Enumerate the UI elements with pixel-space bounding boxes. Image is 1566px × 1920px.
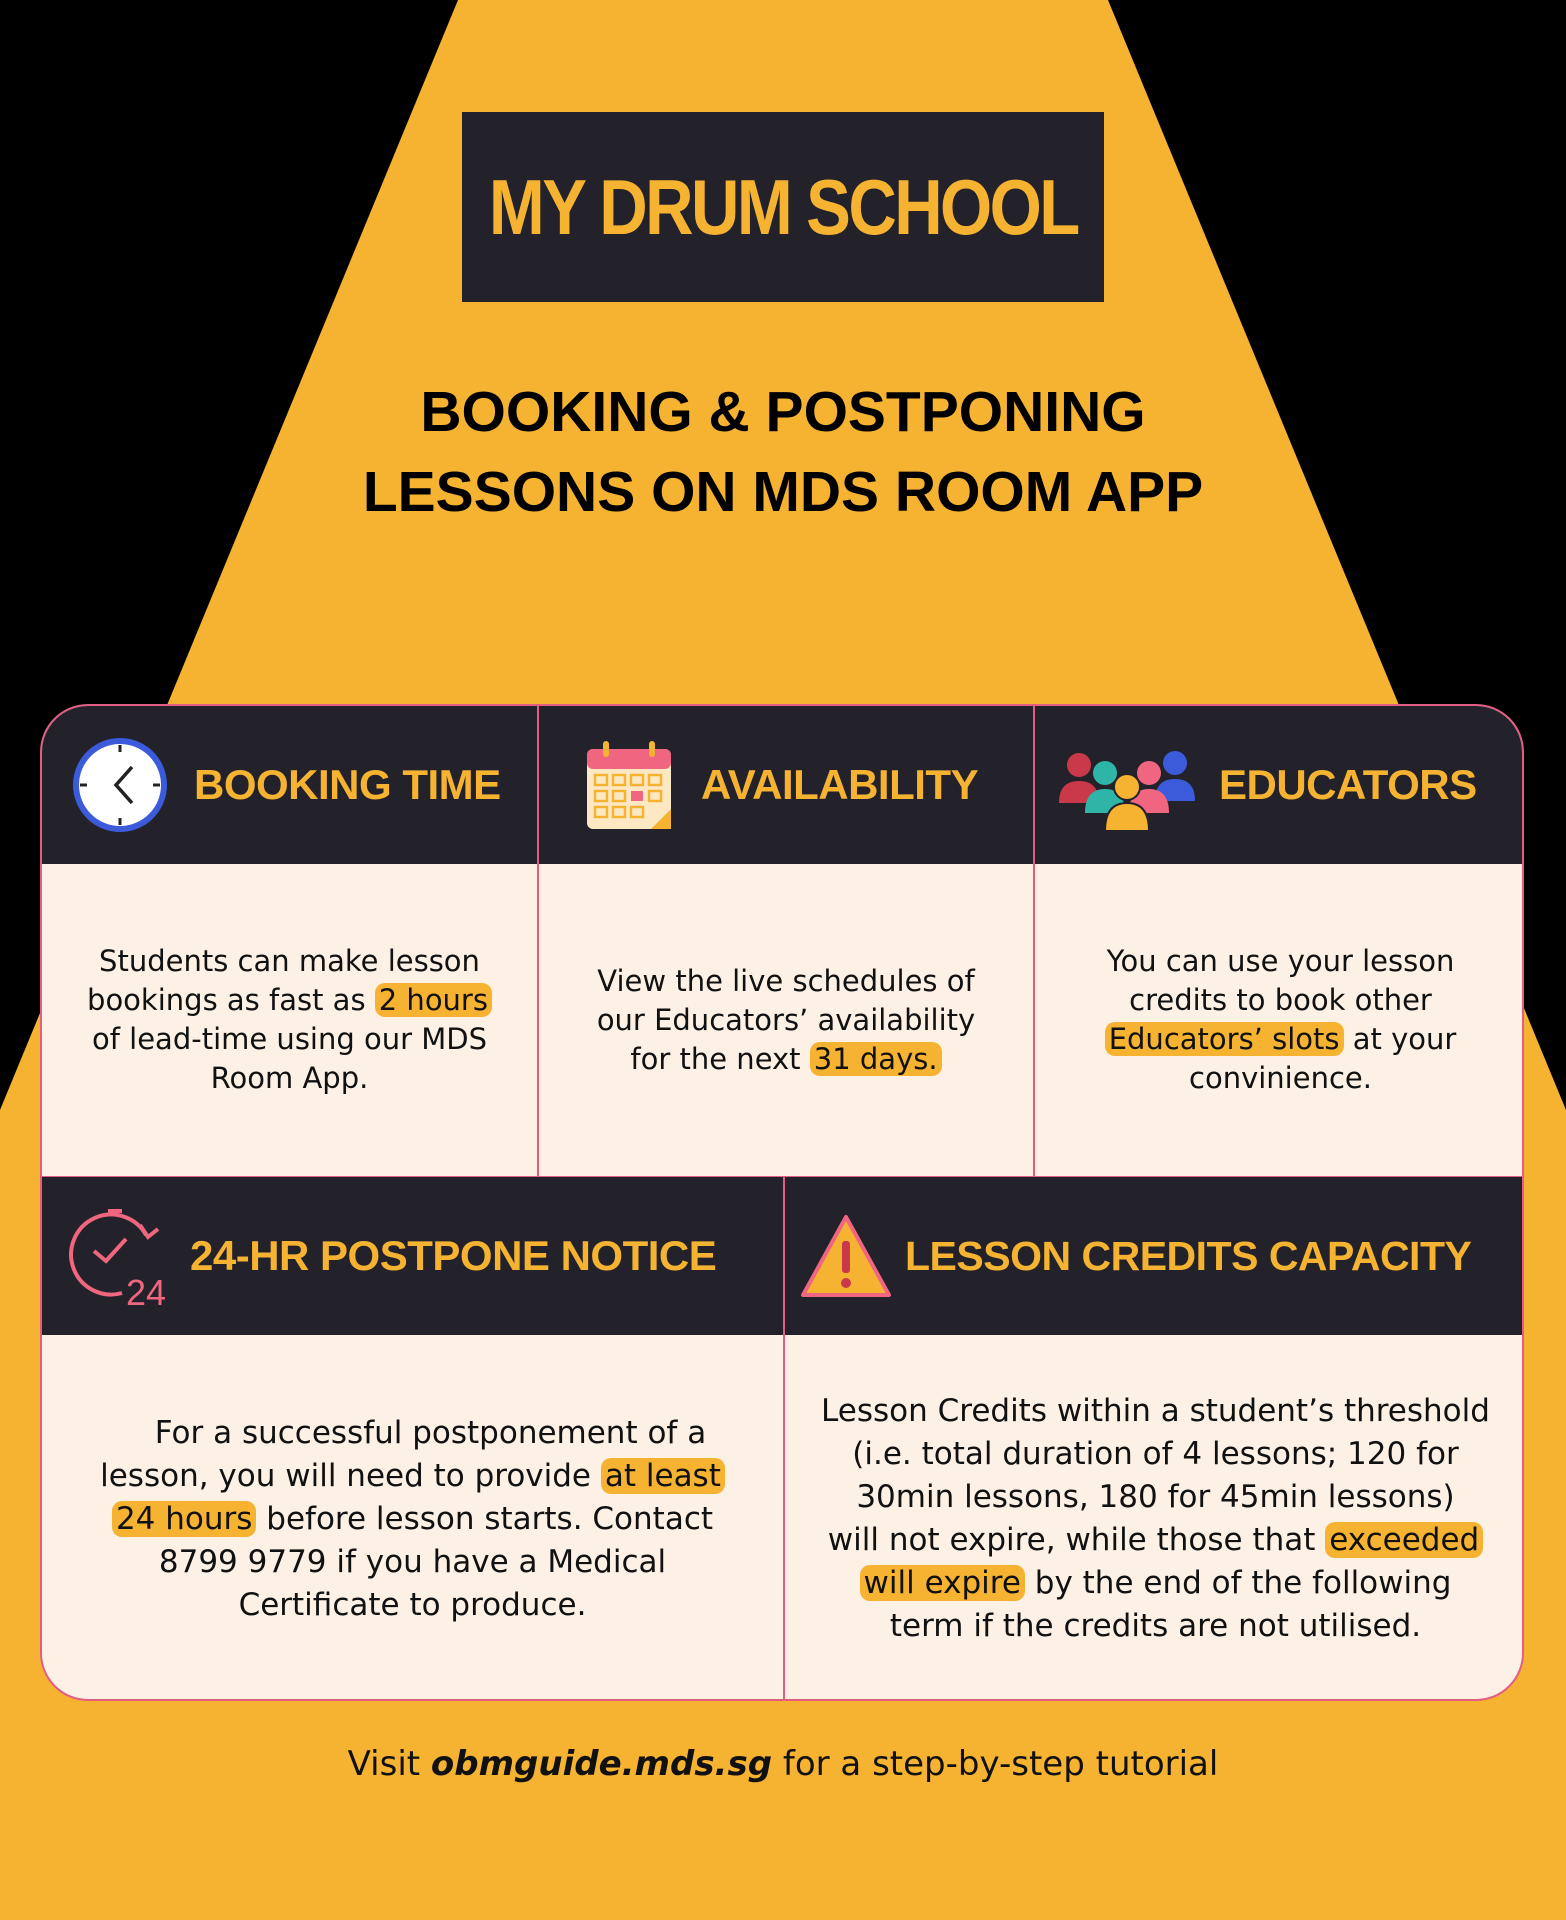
footer-note: Visit obmguide.mds.sg for a step-by-step tutorial — [347, 1744, 1219, 1784]
title-line-2: LESSONS ON MDS ROOM APP — [362, 460, 1204, 524]
svg-text:24: 24 — [126, 1272, 167, 1311]
highlight-at-least: at least — [601, 1458, 725, 1494]
credits-title: LESSON CREDITS CAPACITY — [905, 1232, 1472, 1279]
availability-section — [538, 706, 1034, 1176]
educators-section — [1034, 706, 1524, 1176]
highlight-24-hours: 24 hours — [112, 1501, 256, 1537]
calendar-icon — [579, 735, 679, 835]
booking-time-header — [42, 706, 537, 864]
highlight-educators-slots: Educators’ slots — [1105, 1022, 1344, 1056]
postpone-body: For a successful postponement of a lesson, you will need to provide at least 24 hours before lesson starts. Contact 8799 9779 if you have a Medical Certificate to produce. — [42, 1335, 783, 1701]
highlight-2-hours: 2 hours — [375, 983, 492, 1017]
credits-body: Lesson Credits within a student’s threshold (i.e. total duration of 4 lessons; 120 for 30min lessons, 180 for 45min lessons) will not expire, while those that exceeded will expire by the end of the following term if the credits are not utilised. — [821, 1393, 1490, 1644]
highlight-exceeded: exceeded — [1325, 1522, 1483, 1558]
title-line-1: BOOKING & POSTPONING — [420, 380, 1146, 444]
educators-title: EDUCATORS — [1219, 761, 1477, 808]
logo-banner — [462, 112, 1104, 302]
postpone-header — [42, 1177, 783, 1335]
educators-body: You can use your lesson credits to book other Educators’ slots at your convinience. — [1106, 944, 1457, 1095]
credits-section — [784, 1177, 1524, 1701]
warning-icon — [799, 1213, 893, 1299]
availability-title: AVAILABILITY — [701, 761, 979, 808]
group-icon — [1057, 735, 1197, 835]
brand-logo: MY DRUM SCHOOL — [488, 162, 1078, 251]
booking-time-section — [42, 706, 538, 1176]
postpone-section — [42, 1177, 784, 1701]
availability-body: View the live schedules of our Educators’ availability for the next 31 days. — [596, 963, 976, 1076]
24-hour-clock-icon — [64, 1201, 174, 1311]
page-title — [200, 372, 1366, 532]
postpone-title: 24-HR POSTPONE NOTICE — [190, 1232, 717, 1279]
highlight-31-days: 31 days. — [810, 1042, 942, 1076]
info-card — [40, 704, 1524, 1701]
booking-time-body: Students can make lesson bookings as fast as 2 hours of lead-time using our MDS Room App. — [42, 864, 537, 1176]
booking-time-title: BOOKING TIME — [194, 761, 501, 808]
credits-header — [785, 1177, 1524, 1335]
tutorial-link[interactable]: obmguide.mds.sg — [430, 1744, 773, 1784]
availability-header — [539, 706, 1033, 864]
highlight-will-expire: will expire — [860, 1565, 1025, 1601]
clock-icon — [70, 735, 170, 835]
educators-header — [1035, 706, 1524, 864]
